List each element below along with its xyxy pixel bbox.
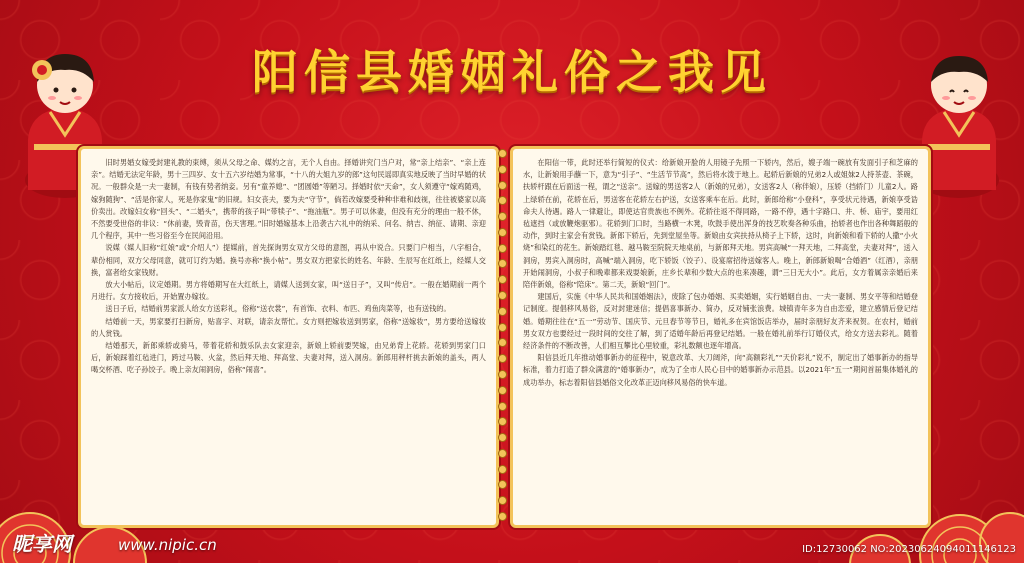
right-paragraph: 在阳信一带，此时还举行简短的仪式：给新娘开脸的人用镜子先照一下轿内，然后，嫂子端一碗放有发面引子和芝麻的水，让新娘用手蘸一下，意为“引子”、“生活节节高”，然后将水泼于地上。起轿后新娘的兄弟2人或姐妹2人持茶壶、茶碗，扶轿杆跟在后面送一程，谓之“送亲”。送嫁的男送客2人（新娘的兄弟），女送客2人（称伴娘），压轿（挡轿门）儿童2人。路上绿轿在前，花轿在后，男送客在花轿左右护送，女送客乘车在后。此时，新郎给称“小登科”，享受状元待遇，新娘享受诰命夫人待遇。路人一律避让，即使达官贵族也不例外。花轿往返不得同路，一路不停，遇十字路口、井、桥、庙宇，要用红毡遮挡（或放鞭炮驱邪）。花轿到门口时，当路横一木凳，吹鼓手使出浑身的技艺吹奏各种乐曲，抬轿者也作出各种舞蹈般的动作，到时主家会有赏钱。新郎下轿后，先到堂屋坐等。新娘由女宾扶持从椅子上下轿，这时，向新娘和看下轿的人撒“小火烧”和染红的花生。新娘踏红毯、越马鞍至院院天地桌前，与新郎拜天地。男宾高喊“一拜天地，二拜高堂，夫妻对拜”，送入洞房，男宾入洞房时，高喊“端入洞房，吃下轿饭（饺子）、设宴席招待送嫁客人。晚上，新郎新娘喝“合婚酒”（红酒），亲朋开始闹洞房，小叔子和晚辈都来戏耍娘新，庄乡长辈和少数大点的也来凑趣，谓“三日无大小”。此后，女方着属亲亲婚后来陪伴新娘，俗称“陪床”。第二天，新娘“回门”。 xyxy=(523,158,918,290)
left-paragraph: 送日子后，结婚前男家派人给女方送彩礼，俗称“送衣裳”，有首饰、衣料、布匹、鸡鱼肉菜等，也有送钱的。 xyxy=(105,304,451,314)
watermark-url: www.nipic.cn xyxy=(118,536,217,554)
right-paragraph: 阳信县近几年推动婚事新办的征程中，锐意改革、大刀阔斧，向“高额彩礼”“天价彩礼”说不，制定出了婚事新办的指导标准，着力打造了群众满意的“婚事新办”，成为了全市人民心目中的婚事新办示范县。以2021年“五一”期间首届集体婚礼的成功举办，标志着阳信县婚俗文化改革正迈向移风易俗的快车道。 xyxy=(523,353,918,387)
right-panel-text xyxy=(523,157,918,519)
panel-divider-chain xyxy=(497,150,507,520)
left-paragraph: 放大小帖后，议定婚期。男方将婚期写在大红纸上，请媒人送到女家，叫“送日子”，又叫“传启”。一般在婚期前一两个月进行。女方接收后，开始置办嫁妆。 xyxy=(91,280,486,302)
watermark-brand: 昵享网 xyxy=(12,532,72,556)
title-banner xyxy=(160,34,864,104)
left-paragraph: 旧时男婚女嫁受封建礼教的束缚，须从父母之命、媒妁之言，无个人自由。择婚讲究门当户对，常“亲上结亲”、“亲上连亲”。结婚无法定年龄，男十三四岁、女十五六岁结婚为常事，“十八的大姐九岁的郎”这句民谣即真实地反映了当时早婚的状况。一般群众是一夫一妻制，有钱有势者纳妾。另有“童养媳”、“团圆婚”等陋习。择婚时依“天命”，女人须遵守“嫁鸡随鸡，嫁狗随狗”、“活是你家人，死是你家鬼”的旧规。妇女丧夫，要为夫“守节”，倘若改嫁要受种种非难和歧视，往往被婆家以高价卖出。改嫁妇女称“回头”、“二婚头”，携带的孩子叫“带犊子”、“拖油瓶”。男子可以休妻，但没有充分的理由一般不休，不然要受世俗的非议：“休前妻，毁青苗，伤天害理。”旧时婚嫁基本上沿袭古六礼中的纳采、问名、纳吉、纳征、请期、亲迎几个程序，其中一些习俗至今在民间沿用。 xyxy=(91,158,486,241)
page-title: 阳信县婚姻礼俗之我见 xyxy=(252,45,772,99)
right-text-panel xyxy=(510,146,931,528)
left-paragraph: 结婚那天，新郎乘轿或骑马，带着花轿和鼓乐队去女家迎亲，新娘上轿前要哭嫁，由兄弟背上花轿。花轿到男家门口后，新娘踩着红毡进门，跨过马鞍、火盆，然后拜天地、拜高堂、夫妻对拜，送入洞房。新郎用秤杆挑去新娘的盖头，两人喝交杯酒、吃子孙饺子。晚上亲友闹洞房，俗称“闹喜”。 xyxy=(91,341,486,375)
left-paragraph: 结婚前一天，男家要打扫新房，贴喜字、对联，请亲友帮忙。女方则把嫁妆送到男家，俗称“送嫁妆”，男方要给送嫁妆的人赏钱。 xyxy=(91,316,486,338)
left-panel-text xyxy=(91,157,486,519)
right-paragraph: 建国后，实施《中华人民共和国婚姻法》，废除了包办婚姻、买卖婚姻，实行婚姻自由、一夫一妻制、男女平等和结婚登记制度。提倡移风易俗，反对封建迷信；提倡喜事新办、简办，反对铺张浪费。城镇青年多为自由恋爱，建立感情后登记结婚。婚期往往在“五一”劳动节、国庆节、元旦春节等节日，婚礼多在宾馆饭店举办，届时亲朋好友齐来祝贺。在农村，婚前男女双方也要经过一段时间的交往了解，到了适婚年龄后再登记结婚。一般在婚礼前举行订婚仪式，给女方送去彩礼。随着经济条件的不断改善，人们相互攀比心里较重，彩礼数额也逐年增高。 xyxy=(523,292,918,351)
left-text-panel xyxy=(78,146,499,528)
image-id-text: ID:12730062 NO:20230624094011146123 xyxy=(802,544,1016,555)
left-paragraph: 说媒（媒人旧称“红娘”或“介绍人”）提媒前，首先探询男女双方父母的意图，再从中说合。只要门户相当，八字相合，辈份相同，双方父母同意，就可订约为婚。换号亦称“换小帖”。男女双方把家长的姓名、年龄、生辰写在红纸上，经媒人交换，富者给女家钱财。 xyxy=(91,243,486,277)
